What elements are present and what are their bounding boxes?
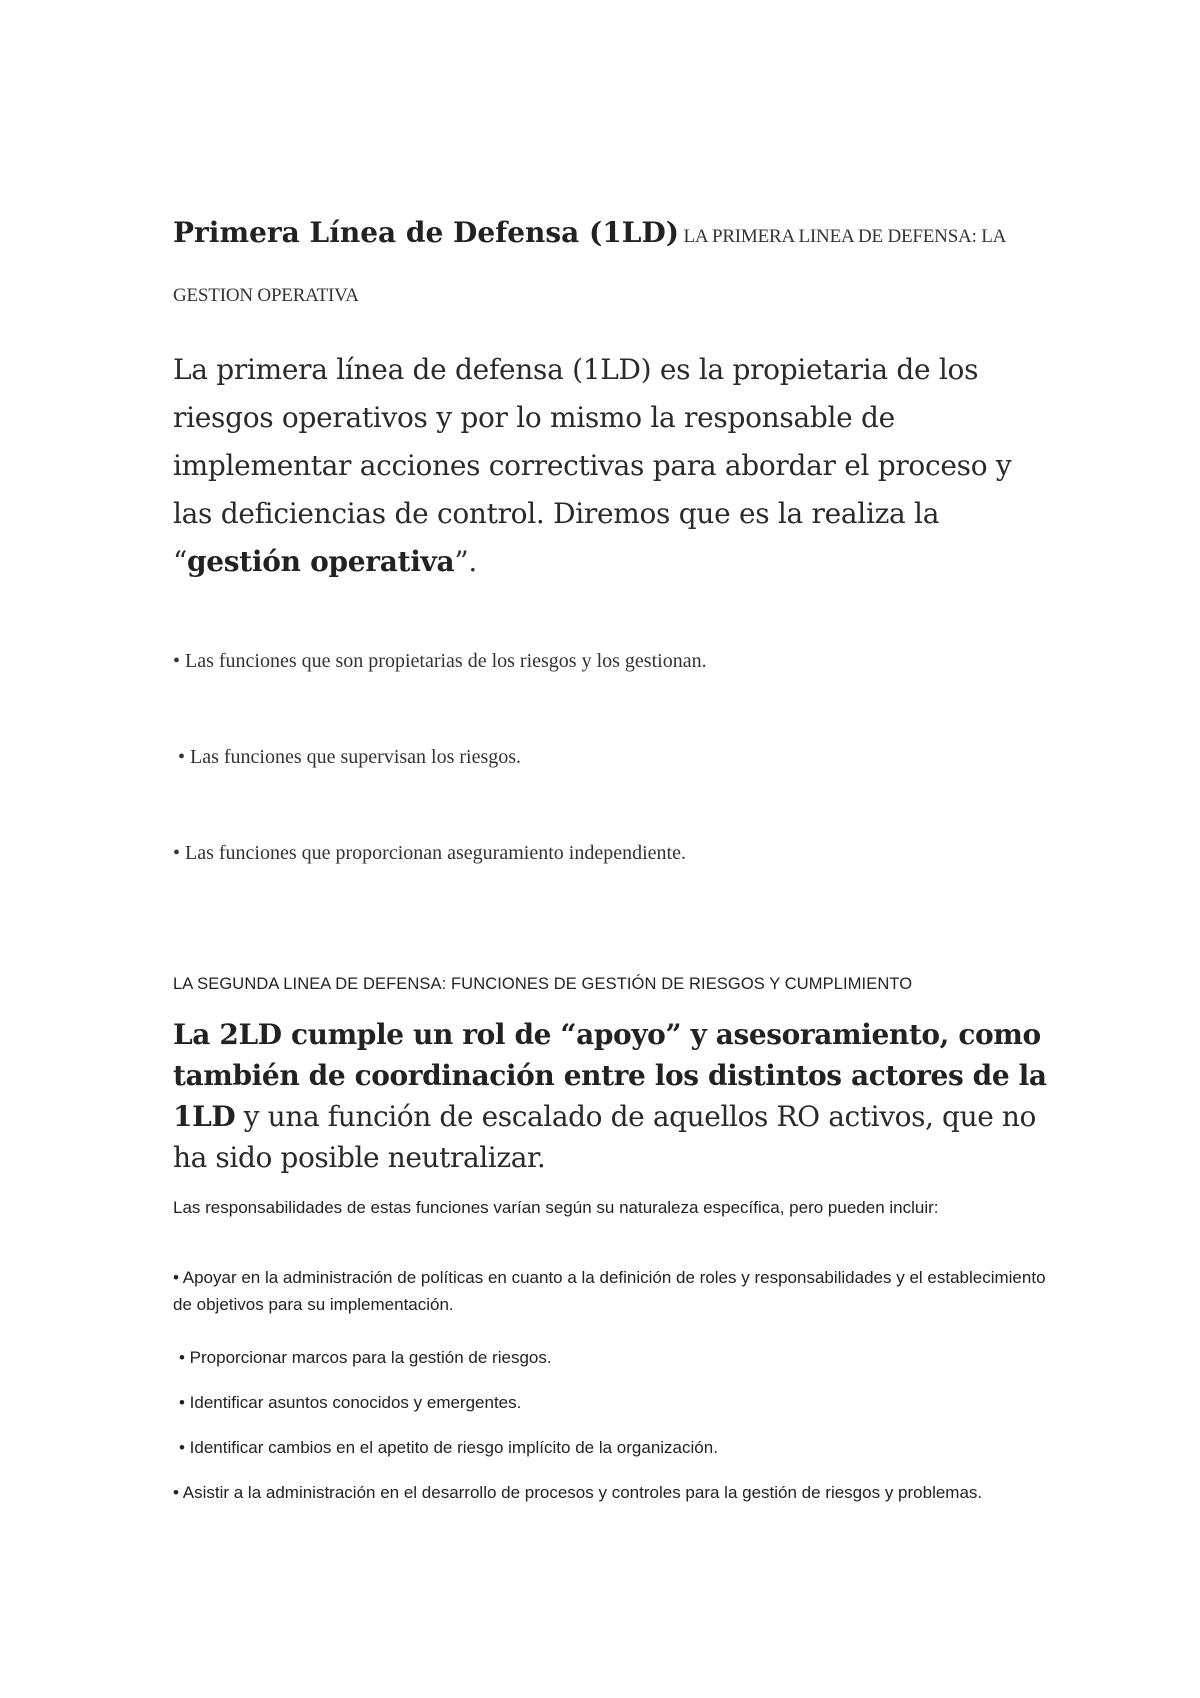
- section1-subtitle: LA PRIMERA LINEA DE DEFENSA: LA GESTION OPERATIVA: [173, 226, 1006, 306]
- close-quote: ”.: [454, 545, 477, 578]
- section1-heading: [173, 204, 1033, 326]
- open-quote: “: [173, 545, 188, 578]
- bullet-item: • Las funciones que supervisan los riesgos.: [178, 746, 522, 768]
- bullet-item: • Las funciones que proporcionan aseguramiento independiente.: [173, 842, 686, 864]
- section2-lead: [173, 1014, 1073, 1178]
- paragraph-text: La primera línea de defensa (1LD) es la propietaria de los riesgos operativos y por lo mismo la responsable de implementar acciones correctivas para abordar el proceso y las deficiencias de control. Diremos que es la realiza la: [173, 353, 1012, 530]
- section1-paragraph: [173, 346, 1053, 586]
- section1-title: Primera Línea de Defensa (1LD): [173, 216, 679, 249]
- list-item: • Proporcionar marcos para la gestión de riesgos.: [179, 1348, 552, 1367]
- emphasis-text: gestión operativa: [187, 545, 455, 578]
- list-item: • Identificar asuntos conocidos y emergentes.: [179, 1393, 522, 1412]
- section2-heading: LA SEGUNDA LINEA DE DEFENSA: FUNCIONES DE GESTIÓN DE RIESGOS Y CUMPLIMIENTO: [173, 975, 913, 993]
- list-item: • Apoyar en la administración de políticas en cuanto a la definición de roles y responsabilidades y el establecimiento de objetivos para su implementación.: [173, 1268, 1046, 1314]
- list-item: • Identificar cambios en el apetito de riesgo implícito de la organización.: [179, 1438, 718, 1457]
- lead-bold-text: La 2LD cumple un rol de “apoyo” y asesoramiento, como también de coordinación entre los distintos actores de la 1LD: [173, 1018, 1047, 1133]
- lead-regular-text: y una función de escalado de aquellos RO activos, que no ha sido posible neutralizar.: [173, 1100, 1036, 1174]
- section2-intro: Las responsabilidades de estas funciones varían según su naturaleza específica, pero pueden incluir:: [173, 1198, 939, 1217]
- bullet-item: • Las funciones que son propietarias de los riesgos y los gestionan.: [173, 650, 707, 672]
- list-item: • Asistir a la administración en el desarrollo de procesos y controles para la gestión de riesgos y problemas.: [173, 1483, 983, 1502]
